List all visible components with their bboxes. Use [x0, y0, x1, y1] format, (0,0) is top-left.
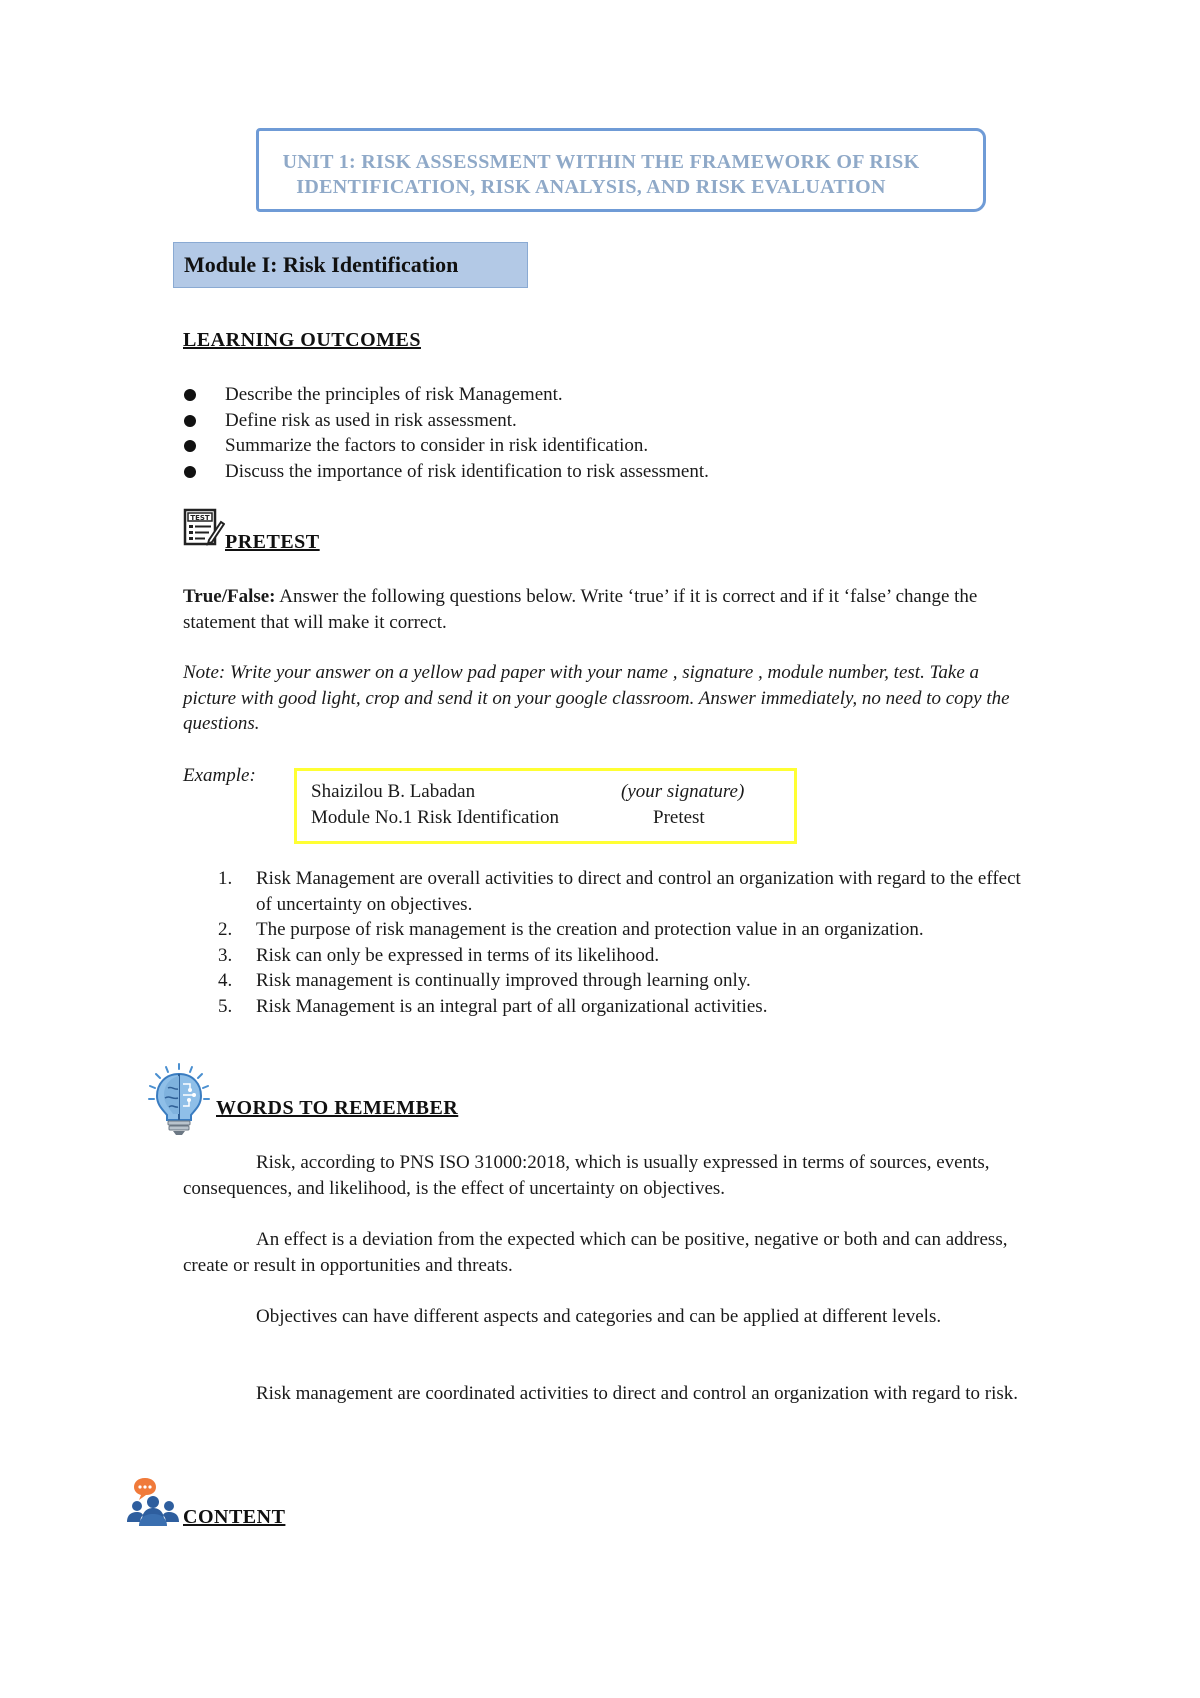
content-heading: CONTENT [183, 1506, 286, 1528]
team-chat-icon [125, 1476, 181, 1528]
list-item [218, 968, 1038, 994]
outcome-text: Discuss the importance of risk identification to risk assessment. [225, 460, 709, 482]
question-number: 4. [218, 970, 233, 991]
bullet-icon [184, 466, 196, 478]
module-title: Module I: Risk Identification [173, 242, 528, 288]
pretest-instruction [183, 584, 1033, 635]
question-number: 5. [218, 995, 233, 1017]
definition-paragraph: Risk, according to PNS ISO 31000:2018, which is usually expressed in terms of sources, events, consequences, and likelihood, is the effect of uncertainty on objectives. [183, 1152, 990, 1199]
outcome-text: Describe the principles of risk Management. [225, 384, 563, 405]
unit-title-line1: UNIT 1: RISK ASSESSMENT WITHIN THE FRAMEWORK OF RISK [282, 151, 920, 173]
unit-title-line2: IDENTIFICATION, RISK ANALYSIS, AND RISK EVALUATION [296, 176, 886, 198]
bullet-icon [184, 440, 196, 452]
question-number: 2. [218, 919, 233, 940]
example-name: Shaizilou B. Labadan [311, 781, 476, 802]
lightbulb-brain-icon [146, 1062, 212, 1136]
pretest-heading: PRETEST [225, 531, 320, 553]
definition-paragraph: Risk management are coordinated activities to direct and control an organization with regard to risk. [256, 1383, 1019, 1404]
outcome-text: Define risk as used in risk assessment. [225, 409, 517, 431]
question-text: Risk management is continually improved through learning only. [256, 970, 751, 991]
example-test: Pretest [653, 807, 705, 828]
example-module: Module No.1 Risk Identification [311, 807, 560, 828]
instruction-label: True/False: [183, 586, 276, 607]
question-text: The purpose of risk management is the creation and protection value in an organization. [256, 919, 924, 940]
test-icon [183, 508, 225, 548]
question-text: Risk can only be expressed in terms of its likelihood. [256, 944, 660, 966]
list-item [218, 917, 1038, 943]
learning-outcomes-heading: LEARNING OUTCOMES [183, 329, 421, 351]
learning-outcomes-list [183, 382, 1083, 484]
list-item [218, 866, 1038, 917]
outcome-text: Summarize the factors to consider in risk identification. [225, 435, 649, 456]
bullet-icon [184, 415, 196, 427]
question-number: 3. [218, 944, 233, 966]
list-item [183, 433, 1083, 459]
list-item [218, 994, 1038, 1020]
unit-title-box [256, 128, 986, 212]
definition-paragraph: An effect is a deviation from the expected which can be positive, negative or both and can address, create or result in opportunities and threats. [183, 1229, 1008, 1276]
example-signature: (your signature) [621, 781, 745, 802]
test-icon-label: TEST [190, 514, 210, 522]
question-text: Risk Management is an integral part of all organizational activities. [256, 995, 768, 1017]
example-box [294, 768, 797, 844]
definition-paragraph: Objectives can have different aspects and categories and can be applied at different levels. [256, 1306, 942, 1327]
example-label: Example: [183, 765, 256, 786]
question-number: 1. [218, 868, 233, 889]
bullet-icon [184, 389, 196, 401]
instruction-text: Answer the following questions below. Write ‘true’ if it is correct and if it ‘false’ change the statement that will make it correct. [183, 586, 978, 633]
question-text: Risk Management are overall activities to direct and control an organization with regard to the effect of uncertainty on objectives. [256, 868, 1021, 915]
list-item [218, 943, 1038, 969]
list-item [183, 459, 1083, 485]
list-item [183, 408, 1083, 434]
pretest-questions [218, 866, 1038, 1019]
pretest-note: Note: Write your answer on a yellow pad paper with your name , signature , module number, test. Take a picture with good light, crop and send it on your google classroom. Answer immediately, no need to copy the questions. [183, 662, 1010, 734]
list-item [183, 382, 1083, 408]
words-to-remember-heading: WORDS TO REMEMBER [216, 1097, 459, 1119]
